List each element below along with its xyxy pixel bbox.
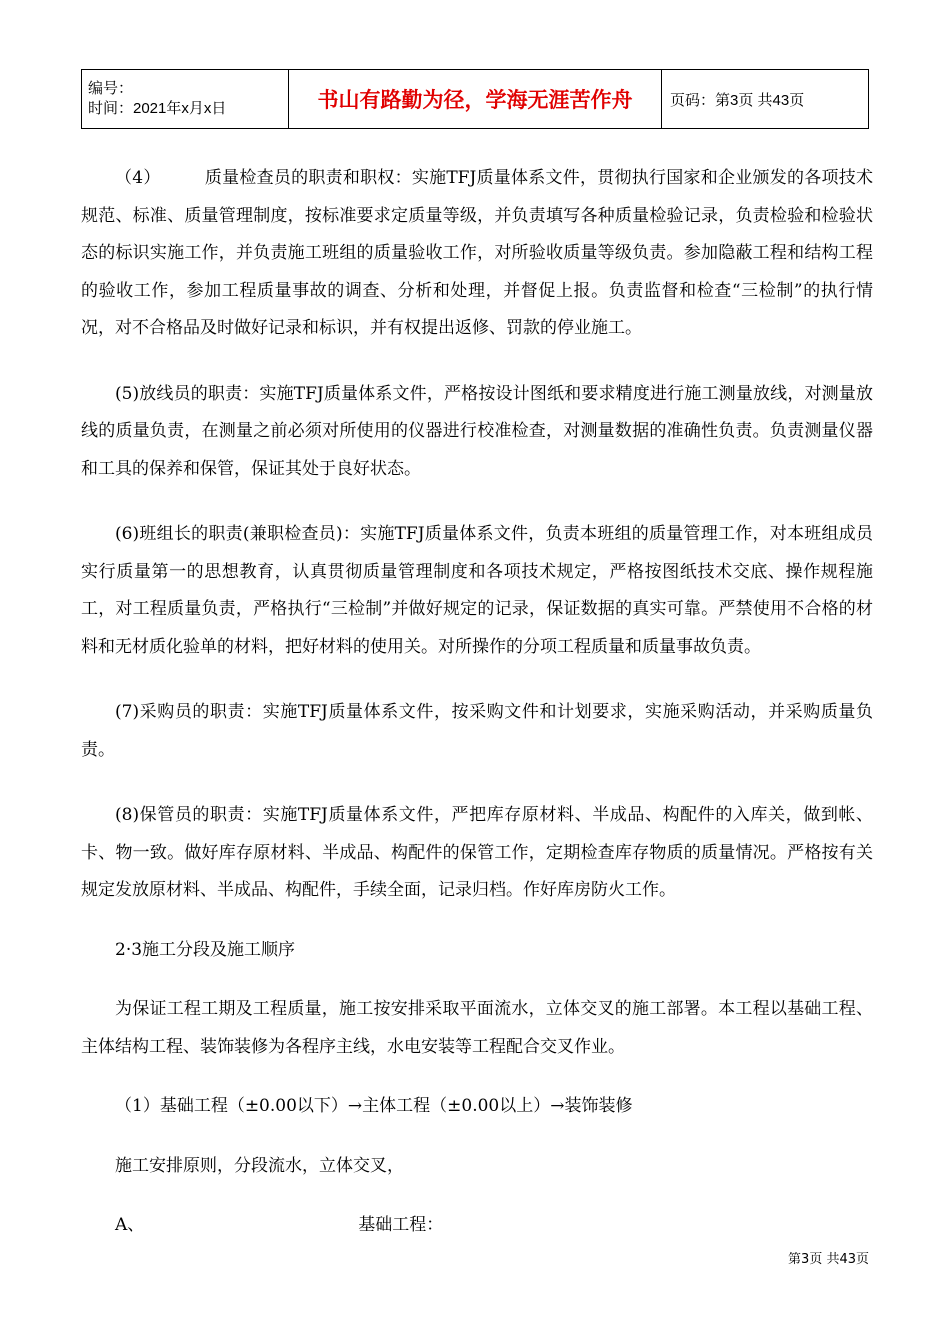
- header-motto: 书山有路勤为径，学海无涯苦作舟: [289, 70, 662, 129]
- section-title: 2·3施工分段及施工顺序: [115, 939, 296, 960]
- item-a-label: A、: [115, 1215, 145, 1235]
- paragraph-8: (8)保管员的职责：实施TFJ质量体系文件，严把库存原材料、半成品、构配件的入库关，做到帐、卡、物一致。做好库存原材料、半成品、构配件的保管工作，定期检查库存物质的质量情况。严格按有关规定发放原材料、半成品、构配件，手续全面，记录归档。作好库房防火工作。: [81, 805, 873, 900]
- paragraph-5: (5)放线员的职责：实施TFJ质量体系文件，严格按设计图纸和要求精度进行施工测量放线，对测量放线的质量负责，在测量之前必须对所使用的仪器进行校准检查，对测量数据的准确性负责。负责测量仪器和工具的保养和保管，保证其处于良好状态。: [81, 383, 873, 479]
- document-number: 编号：: [88, 80, 134, 97]
- page-footer: 第3页 共43页: [788, 1252, 869, 1267]
- header-page-number: 页码：第3页 共43页: [662, 70, 869, 129]
- paragraph-principle: 施工安排原则，分段流水，立体交叉，: [115, 1155, 404, 1176]
- paragraph-intro: 为保证工程工期及工程质量，施工按安排采取平面流水，立体交叉的施工部署。本工程以基础工程、主体结构工程、装饰装修为各程序主线，水电安装等工程配合交叉作业。: [81, 999, 873, 1057]
- paragraph-7: (7)采购员的职责：实施TFJ质量体系文件，按采购文件和计划要求，实施采购活动，并采购质量负责。: [81, 702, 873, 760]
- item-a-text: 基础工程：: [358, 1215, 444, 1235]
- document-date: 时间：2021年x月x日: [88, 100, 227, 117]
- item-a: [81, 1207, 873, 1245]
- header-left-cell: [82, 70, 289, 129]
- paragraph-4-number: （4）: [115, 168, 161, 188]
- paragraph-4: [81, 160, 873, 348]
- document-header: [81, 69, 869, 129]
- paragraph-4-text: 质量检查员的职责和职权：实施TFJ质量体系文件，贯彻执行国家和企业颁发的各项技术规范、标准、质量管理制度，按标准要求定质量等级，并负责填写各种质量检验记录，负责检验和检验状态的标识实施工作，并负责施工班组的质量验收工作，对所验收质量等级负责。参加隐蔽工程和结构工程的验收工作，参加工程质量事故的调查、分析和处理，并督促上报。负责监督和检查“三检制”的执行情况，对不合格品及时做好记录和标识，并有权提出返修、罚款的停业施工。: [81, 168, 873, 338]
- paragraph-6: (6)班组长的职责(兼职检查员)：实施TFJ质量体系文件，负责本班组的质量管理工作，对本班组成员实行质量第一的思想教育，认真贯彻质量管理制度和各项技术规定，严格按图纸技术交底、操作规程施工，对工程质量负责，严格执行“三检制”并做好规定的记录，保证数据的真实可靠。严禁使用不合格的材料和无材质化验单的材料，把好材料的使用关。对所操作的分项工程质量和质量事故负责。: [81, 524, 873, 657]
- document-body: [81, 160, 873, 1245]
- paragraph-sequence: （1）基础工程（±0.00以下）→主体工程（±0.00以上）→装饰装修: [115, 1096, 633, 1116]
